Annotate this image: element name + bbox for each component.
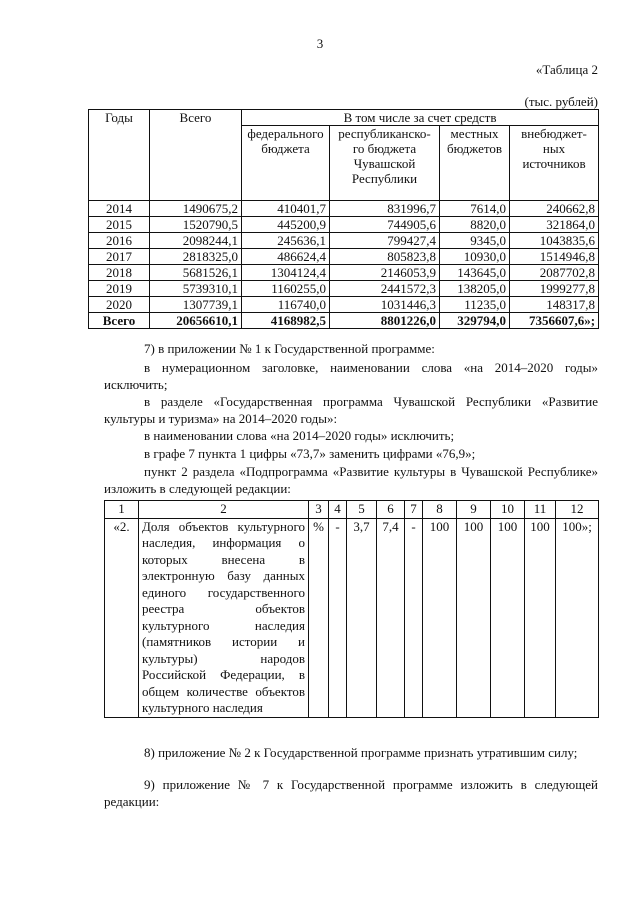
paragraph-item-8: 8) приложение № 2 к Государственной программе признать утратившим силу; [144,745,578,760]
value-cell: 410401,7 [242,201,330,217]
value-cell: 2087702,8 [510,265,599,281]
value-cell: 7614,0 [440,201,510,217]
paragraph-name-change: в наименовании слова «на 2014–2020 годы» исключить; [144,428,455,443]
value-cell: 8820,0 [440,217,510,233]
value-cell: 805823,8 [330,249,440,265]
value-cell: 10930,0 [440,249,510,265]
column-number-header: 1 [105,501,139,519]
value-cell: 1514946,8 [510,249,599,265]
value-cell: 5681526,1 [150,265,242,281]
header-federal: федерального бюджета [242,126,330,201]
table-row [89,265,599,281]
column-number-header: 4 [329,501,347,519]
value-cell: 100»; [556,518,599,717]
table-row [89,233,599,249]
value-cell: 3,7 [347,518,377,717]
row-label-cell: 2020 [89,297,150,313]
value-cell: 100 [457,518,491,717]
paragraph-point-2: пункт 2 раздела «Подпрограмма «Развитие культуры в Чувашской Республике» изложить в следующей редакции: [104,464,598,496]
paragraph-header-change: в нумерационном заголовке, наименовании слова «на 2014–2020 годы» исключить; [104,360,598,392]
column-number-header: 6 [377,501,405,519]
table-row [89,249,599,265]
paragraph-section: в разделе «Государственная программа Чувашской Республики «Развитие культуры и туризма» на 2014–2020 годы»: [104,394,598,426]
units-label: (тыс. рублей) [524,94,598,109]
value-cell: 100 [525,518,556,717]
row-label-cell: 2019 [89,281,150,297]
value-cell: 9345,0 [440,233,510,249]
total-row [89,313,599,329]
row-label-cell: Всего [89,313,150,329]
value-cell: 1490675,2 [150,201,242,217]
value-cell: 116740,0 [242,297,330,313]
value-cell: 831996,7 [330,201,440,217]
value-cell: 7356607,6»; [510,313,599,329]
value-cell: 2098244,1 [150,233,242,249]
header-years: Годы [89,110,150,201]
value-cell: 1160255,0 [242,281,330,297]
row-label-cell: 2018 [89,265,150,281]
column-number-header: 7 [405,501,423,519]
row-label-cell: 2016 [89,233,150,249]
value-cell: - [405,518,423,717]
row-label-cell: 2015 [89,217,150,233]
value-cell: 2818325,0 [150,249,242,265]
value-cell: 4168982,5 [242,313,330,329]
paragraph-item-9: 9) приложение № 7 к Государственной программе изложить в следующей редакции: [104,777,598,809]
row-number-cell: «2. [105,518,139,717]
value-cell: 11235,0 [440,297,510,313]
column-number-header: 12 [556,501,599,519]
value-cell: 100 [491,518,525,717]
value-cell: 2146053,9 [330,265,440,281]
value-cell: 1043835,6 [510,233,599,249]
column-number-header: 3 [309,501,329,519]
value-cell: 445200,9 [242,217,330,233]
value-cell: 8801226,0 [330,313,440,329]
row-label-cell: 2014 [89,201,150,217]
header-republic: республиканско-го бюджета Чувашской Республики [330,126,440,201]
value-cell: 1031446,3 [330,297,440,313]
value-cell: 486624,4 [242,249,330,265]
value-cell: 138205,0 [440,281,510,297]
indicator-table [104,500,599,718]
value-cell: 20656610,1 [150,313,242,329]
value-cell: 7,4 [377,518,405,717]
paragraph-column-7: в графе 7 пункта 1 цифры «73,7» заменить цифрами «76,9»; [144,446,476,461]
column-number-header: 9 [457,501,491,519]
header-group: В том числе за счет средств [242,110,599,126]
value-cell: 1520790,5 [150,217,242,233]
table-title: «Таблица 2 [535,62,598,77]
table-row [89,297,599,313]
table-row [89,281,599,297]
value-cell: 2441572,3 [330,281,440,297]
header-total: Всего [150,110,242,201]
column-number-header: 11 [525,501,556,519]
column-number-header: 10 [491,501,525,519]
value-cell: 799427,4 [330,233,440,249]
value-cell: 1307739,1 [150,297,242,313]
table-row [105,518,599,717]
value-cell: 1304124,4 [242,265,330,281]
header-local: местных бюджетов [440,126,510,201]
value-cell: - [329,518,347,717]
value-cell: 744905,6 [330,217,440,233]
value-cell: 329794,0 [440,313,510,329]
column-number-header: 8 [423,501,457,519]
value-cell: 143645,0 [440,265,510,281]
page-number: 3 [316,36,324,51]
paragraph-item-7: 7) в приложении № 1 к Государственной программе: [144,341,435,356]
value-cell: 1999277,8 [510,281,599,297]
table-row [89,217,599,233]
indicator-description-cell: Доля объектов культурного наследия, информация о которых внесена в электронную базу данных единого государственного реестра объектов культурного наследия (памятников истории и культуры) народов Российской Федерации, в общем количестве объектов культурного наследия [139,518,309,717]
value-cell: 321864,0 [510,217,599,233]
value-cell: 148317,8 [510,297,599,313]
value-cell: 5739310,1 [150,281,242,297]
row-label-cell: 2017 [89,249,150,265]
value-cell: 245636,1 [242,233,330,249]
value-cell: % [309,518,329,717]
table-row [89,201,599,217]
column-number-header: 5 [347,501,377,519]
funding-table [88,109,599,329]
value-cell: 100 [423,518,457,717]
column-number-header: 2 [139,501,309,519]
header-offbudget: внебюджет-ных источников [510,126,599,201]
value-cell: 240662,8 [510,201,599,217]
